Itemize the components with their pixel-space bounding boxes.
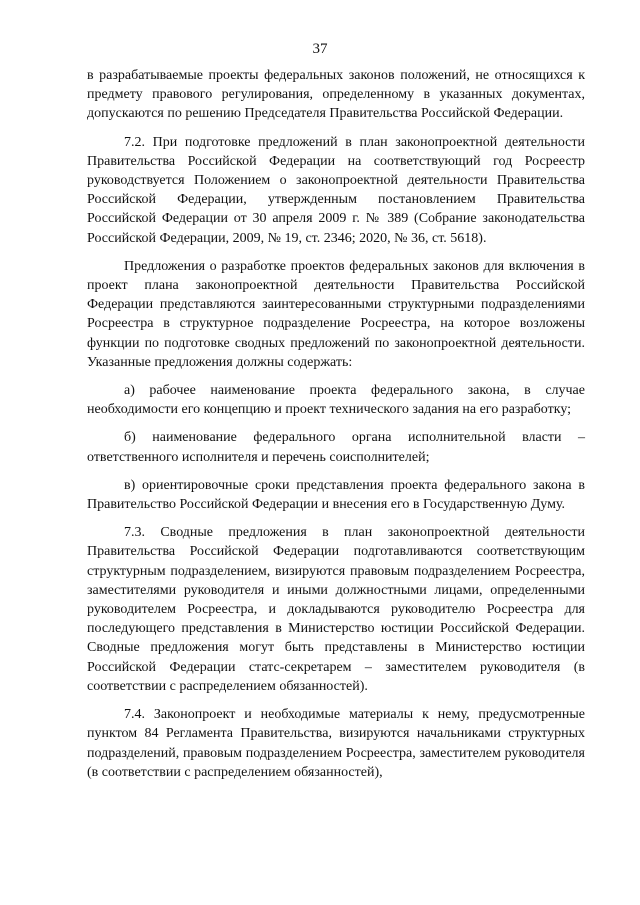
paragraph-item-c: в) ориентировочные сроки представления проекта федерального закона в Правительство Российской Федерации и внесения его в Государственную Думу. (87, 477, 585, 513)
paragraph-proposals: Предложения о разработке проектов федеральных законов для включения в проект плана законопроектной деятельности Правительства Российской Федерации представляются заинтересованными структурными подразделениями Росреестра в структурное подразделение Росреестра, на которое возложены функции по подготовке сводных предложений по законопроектной деятельности. Указанные предложения должны содержать: (87, 258, 585, 370)
paragraph-7-2: 7.2. При подготовке предложений в план законопроектной деятельности Правительства Российской Федерации на соответствующий год Росреестр руководствуется Положением о законопроектной деятельности Правительства Российской Федерации, утвержденным постановлением Правительства Российской Федерации от 30 апреля 2009 г. № 389 (Собрание законодательства Российской Федерации, 2009, № 19, ст. 2346; 2020, № 36, ст. 5618). (87, 134, 585, 246)
paragraph-item-b: б) наименование федерального органа исполнительной власти – ответственного исполнителя и перечень соисполнителей; (87, 430, 585, 465)
paragraph-7-4: 7.4. Законопроект и необходимые материалы к нему, предусмотренные пунктом 84 Регламента Правительства, визируются начальниками структурных подразделений, правовым подразделением Росреестра, заместителем руководителя (в соответствии с распределением обязанностей), (87, 707, 585, 780)
page-number: 37 (312, 41, 328, 57)
paragraph-item-a: а) рабочее наименование проекта федерального закона, в случае необходимости его концепцию и проект технического задания на его разработку; (87, 383, 585, 418)
paragraph-7-3: 7.3. Сводные предложения в план законопроектной деятельности Правительства Российской Федерации подготавливаются соответствующим структурным подразделением, визируются правовым подразделением Росреестра, заместителями руководителя и иными должностными лицами, определенными руководителем Росреестра, и докладываются руководителю Росреестра для последующего представления в Министерство юстиции Российской Федерации. Сводные предложения могут быть представлены в Министерство юстиции Российской Федерации статс-секретарем – заместителем руководителя (в соответствии с распределением обязанностей). (87, 525, 585, 694)
document-body (87, 66, 585, 782)
paragraph-continuation: в разрабатываемые проекты федеральных законов положений, не относящихся к предмету правового регулирования, определенному в указанных документах, допускаются по решению Председателя Правительства Российской Федерации. (87, 68, 585, 122)
